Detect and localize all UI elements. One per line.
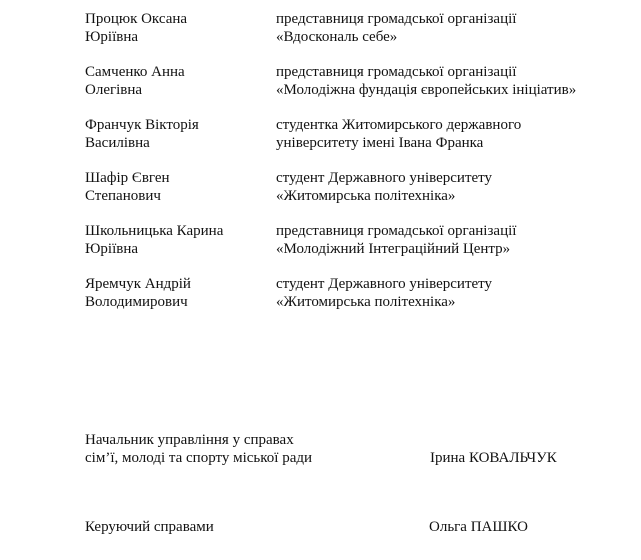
head-position-line2: сім’ї, молоді та спорту міської ради (85, 450, 313, 466)
member-name-line1: Франчук Вікторія (85, 117, 199, 133)
member-role-line2: «Житомирська політехніка» (276, 188, 456, 204)
member-name-line1: Самченко Анна (85, 64, 185, 80)
member-name-line2: Олегівна (85, 82, 143, 98)
member-name-line2: Володимирович (85, 294, 188, 310)
member-row (85, 169, 625, 205)
member-name (85, 116, 276, 152)
member-name (85, 222, 276, 258)
member-role-line2: університету імені Івана Франка (276, 135, 484, 151)
member-role (276, 116, 625, 152)
members-list (85, 10, 625, 328)
member-name-line1: Школьницька Карина (85, 223, 224, 239)
member-name (85, 275, 276, 311)
member-role-line1: представниця громадської організації (276, 11, 517, 27)
member-role-line2: «Житомирська політехніка» (276, 294, 456, 310)
member-name-line1: Шафір Євген (85, 170, 170, 186)
member-name (85, 10, 276, 46)
manager-position: Керуючий справами (85, 519, 214, 535)
head-position-line1: Начальник управління у справах (85, 432, 294, 448)
head-signer-name: Ірина КОВАЛЬЧУК (430, 450, 557, 466)
member-name-line2: Степанович (85, 188, 161, 204)
member-role-line2: «Вдоскональ себе» (276, 29, 398, 45)
member-row (85, 275, 625, 311)
member-role-line2: «Молодіжна фундація європейських ініціатив» (276, 82, 577, 98)
member-role-line1: студент Державного університету (276, 276, 493, 292)
member-row (85, 63, 625, 99)
member-role-line1: представниця громадської організації (276, 223, 517, 239)
member-role-line2: «Молодіжний Інтеграційний Центр» (276, 241, 511, 257)
member-name (85, 63, 276, 99)
head-signature-block (85, 431, 605, 467)
member-role-line1: студент Державного університету (276, 170, 493, 186)
member-role (276, 169, 625, 205)
member-name-line2: Юріївна (85, 29, 139, 45)
member-role-line1: представниця громадської організації (276, 64, 517, 80)
member-row (85, 116, 625, 152)
member-row (85, 10, 625, 46)
member-row (85, 222, 625, 258)
member-name-line2: Василівна (85, 135, 150, 151)
member-role (276, 63, 625, 99)
member-role (276, 222, 625, 258)
manager-signer-name: Ольга ПАШКО (429, 519, 528, 535)
member-role-line1: студентка Житомирського державного (276, 117, 522, 133)
member-name-line2: Юріївна (85, 241, 139, 257)
member-name-line1: Яремчук Андрій (85, 276, 191, 292)
head-position (85, 431, 312, 467)
member-role (276, 275, 625, 311)
manager-signature-block (85, 518, 605, 536)
member-role (276, 10, 625, 46)
member-name (85, 169, 276, 205)
member-name-line1: Процюк Оксана (85, 11, 188, 27)
